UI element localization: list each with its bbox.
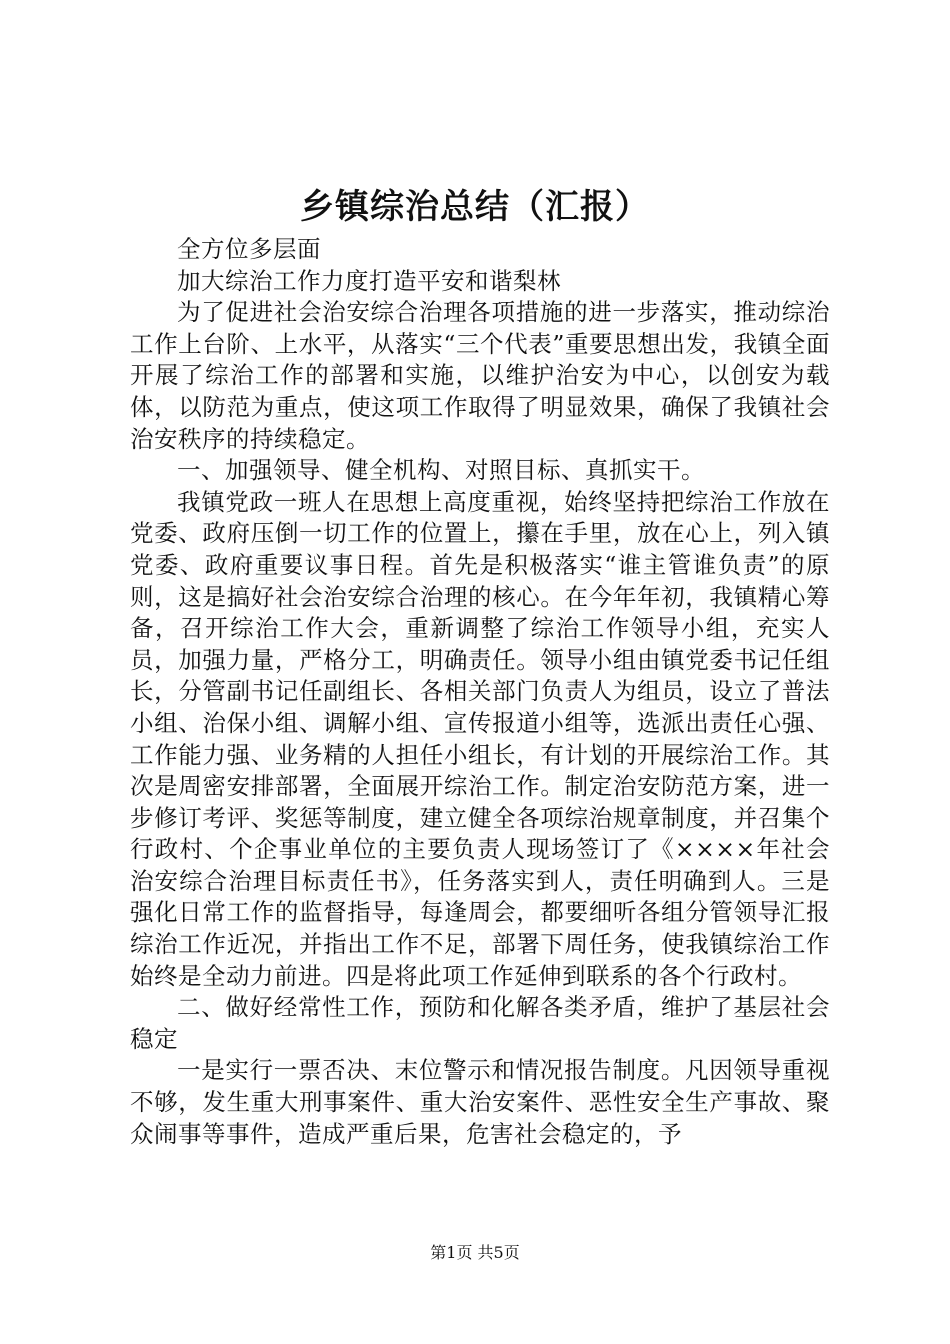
paragraph-intro: 为了促进社会治安综合治理各项措施的进一步落实，推动综治工作上台阶、上水平，从落实“三个代表”重要思想出发，我镇全面开展了综治工作的部署和实施，以维护治安为中心，以创安为载体，以防范为重点，使这项工作取得了明显效果，确保了我镇社会治安秩序的持续稳定。 bbox=[130, 298, 830, 453]
paragraph-section-1: 我镇党政一班人在思想上高度重视，始终坚持把综治工作放在党委、政府压倒一切工作的位置上，攥在手里，放在心上，列入镇党委、政府重要议事日程。首先是积极落实“谁主管谁负责”的原则，这是搞好社会治安综合治理的核心。在今年年初，我镇精心筹备，召开综治工作大会，重新调整了综治工作领导小组，充实人员，加强力量，严格分工，明确责任。领导小组由镇党委书记任组长，分管副书记任副组长、各相关部门负责人为组员，设立了普法小组、治保小组、调解小组、宣传报道小组等，选派出责任心强、工作能力强、业务精的人担任小组长，有计划的开展综治工作。其次是周密安排部署，全面展开综治工作。制定治安防范方案，进一步修订考评、奖惩等制度，建立健全各项综治规章制度，并召集个行政村、个企事业单位的主要负责人现场签订了《××××年社会治安综合治理目标责任书》，任务落实到人，责任明确到人。三是强化日常工作的监督指导，每逢周会，都要细听各组分管领导汇报综治工作近况，并指出工作不足，部署下周任务，使我镇综治工作始终是全动力前进。四是将此项工作延伸到联系的各个行政村。 bbox=[130, 487, 830, 990]
section-heading-2: 二、做好经常性工作，预防和化解各类矛盾，维护了基层社会稳定 bbox=[130, 993, 830, 1053]
document-body bbox=[130, 234, 830, 1150]
paragraph-subtitle-2: 加大综治工作力度打造平安和谐梨林 bbox=[177, 266, 561, 295]
page-footer: 第1页 共5页 bbox=[430, 1243, 520, 1262]
paragraph-subtitle-1: 全方位多层面 bbox=[177, 235, 321, 263]
section-heading-1: 一、加强领导、健全机构、对照目标、真抓实干。 bbox=[177, 456, 705, 485]
page-title: 乡镇综治总结（汇报） bbox=[300, 187, 650, 227]
paragraph-section-2: 一是实行一票否决、末位警示和情况报告制度。凡因领导重视不够，发生重大刑事案件、重大治安案件、恶性安全生产事故、聚众闹事等事件，造成严重后果，危害社会稳定的，予 bbox=[130, 1056, 830, 1148]
